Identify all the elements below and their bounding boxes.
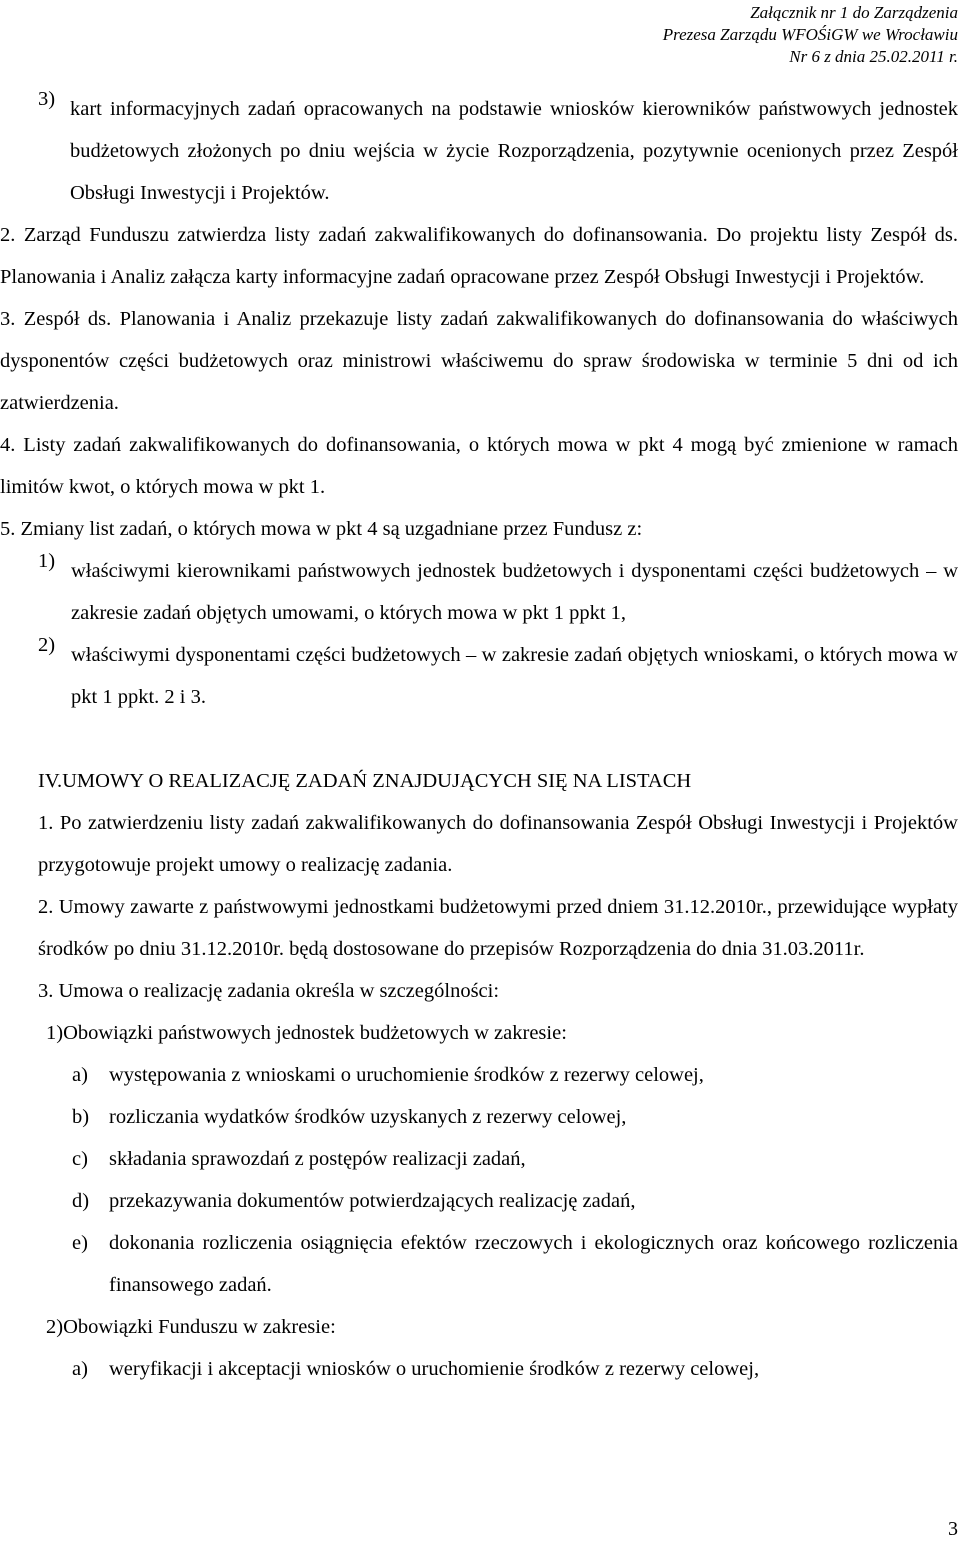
document-header (663, 2, 958, 68)
paragraph-point-4: 4. Listy zadań zakwalifikowanych do dofinansowania, o których mowa w pkt 4 mogą być zmienione w ramach limitów kwot, o których mowa w pkt 1. (0, 434, 958, 498)
item-letter: a) (72, 1064, 88, 1086)
list-item (72, 1348, 958, 1390)
item-text: rozliczania wydatków środków uzyskanych z rezerwy celowej, (109, 1106, 627, 1128)
item-letter: b) (72, 1106, 90, 1128)
item-number: 1) (38, 550, 56, 572)
list-item (38, 802, 958, 886)
header-line-1: Załącznik nr 1 do Zarządzenia (750, 3, 958, 22)
item-letter: c) (72, 1148, 88, 1170)
list-item (72, 1222, 958, 1306)
list-item (72, 1054, 958, 1096)
section-number: IV. (38, 770, 63, 792)
list-item (38, 88, 958, 214)
list-item (72, 1180, 958, 1222)
item-text: właściwymi kierownikami państwowych jednostek budżetowych i dysponentami części budżetowych – w zakresie zadań objętych umowami, o których mowa w pkt 1 ppkt 1, (71, 560, 958, 624)
section-title: UMOWY O REALIZACJĘ ZADAŃ ZNAJDUJĄCYCH SIĘ NA LISTACH (62, 770, 692, 792)
item-text: właściwymi dysponentami części budżetowych – w zakresie zadań objętych wnioskami, o których mowa w pkt 1 ppkt. 2 i 3. (71, 644, 958, 708)
sub-heading (46, 1306, 958, 1348)
item-number: 2) (38, 634, 56, 656)
sub-heading (46, 1012, 958, 1054)
item-letter: e) (72, 1232, 88, 1254)
item-letter: d) (72, 1190, 90, 1212)
header-line-3: Nr 6 z dnia 25.02.2011 r. (789, 47, 958, 66)
item-text: kart informacyjnych zadań opracowanych na podstawie wniosków kierowników państwowych jednostek budżetowych złożonych po dniu wejścia w życie Rozporządzenia, pozytywnie ocenionych przez Zespół Obsługi Inwestycji i Projektów. (70, 98, 958, 204)
document-body (0, 88, 960, 1390)
item-text: występowania z wnioskami o uruchomienie środków z rezerwy celowej, (109, 1064, 704, 1086)
list-item (38, 886, 958, 970)
list-item (72, 1138, 958, 1180)
item-number: 1. (38, 812, 60, 834)
list-item (38, 634, 958, 718)
list-item (38, 550, 958, 634)
list-item (72, 1096, 958, 1138)
item-text: weryfikacji i akceptacji wniosków o uruchomienie środków z rezerwy celowej, (109, 1358, 760, 1380)
section-heading (38, 760, 958, 802)
item-text: dokonania rozliczenia osiągnięcia efektów rzeczowych i ekologicznych oraz końcowego rozliczenia finansowego zadań. (109, 1232, 958, 1296)
item-text: Umowa o realizację zadania określa w szczególności: (58, 980, 500, 1002)
header-line-2: Prezesa Zarządu WFOŚiGW we Wrocławiu (662, 25, 958, 44)
paragraph-point-5: 5. Zmiany list zadań, o których mowa w pkt 4 są uzgadniane przez Fundusz z: (0, 518, 643, 540)
item-number: 3. (38, 980, 59, 1002)
item-number: 2) (46, 1316, 64, 1338)
item-letter: a) (72, 1358, 88, 1380)
item-text: Obowiązki państwowych jednostek budżetowych w zakresie: (63, 1022, 567, 1044)
paragraph-point-3: 3. Zespół ds. Planowania i Analiz przekazuje listy zadań zakwalifikowanych do dofinansowania do właściwych dysponentów części budżetowych oraz ministrowi właściwemu do spraw środowiska w terminie 5 dni od ich zatwierdzenia. (0, 308, 958, 414)
item-text: Po zatwierdzeniu listy zadań zakwalifikowanych do dofinansowania Zespół Obsługi Inwestycji i Projektów przygotowuje projekt umowy o realizację zadania. (38, 812, 958, 876)
item-number: 2. (38, 896, 59, 918)
page-number: 3 (948, 1518, 958, 1540)
item-number: 3) (38, 88, 56, 110)
list-item (38, 970, 958, 1012)
item-text: Obowiązki Funduszu w zakresie: (63, 1316, 336, 1338)
item-text: składania sprawozdań z postępów realizacji zadań, (109, 1148, 526, 1170)
spacer (0, 718, 960, 760)
item-text: Umowy zawarte z państwowymi jednostkami budżetowymi przed dniem 31.12.2010r., przewidujące wypłaty środków po dniu 31.12.2010r. będą dostosowane do przepisów Rozporządzenia do dnia 31.03.2011r. (38, 896, 959, 960)
item-text: przekazywania dokumentów potwierdzających realizację zadań, (109, 1190, 636, 1212)
paragraph-point-2: 2. Zarząd Funduszu zatwierdza listy zadań zakwalifikowanych do dofinansowania. Do projektu listy Zespół ds. Planowania i Analiz załącza karty informacyjne zadań opracowane przez Zespół Obsługi Inwestycji i Projektów. (0, 224, 958, 288)
item-number: 1) (46, 1022, 64, 1044)
